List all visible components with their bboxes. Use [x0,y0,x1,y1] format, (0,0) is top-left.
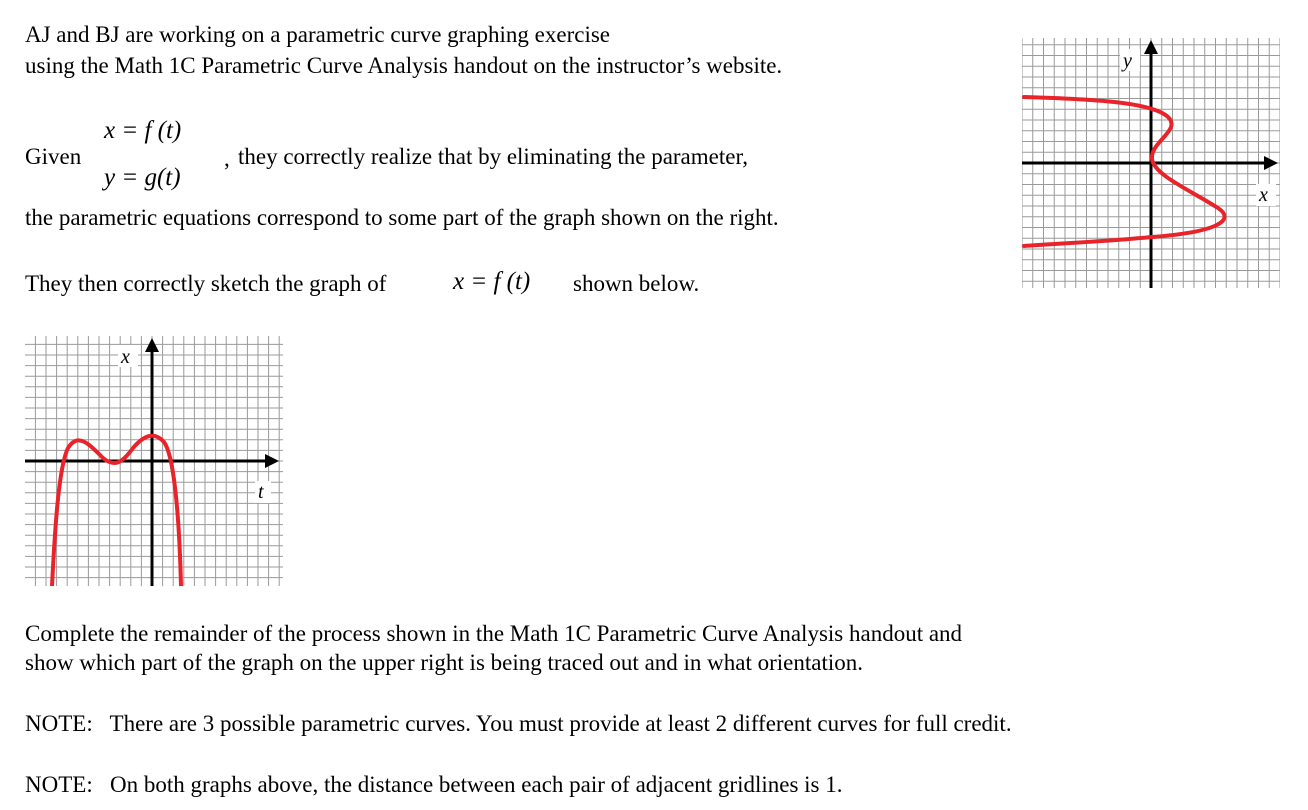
task-line-2: show which part of the graph on the upper right is being traced out and in what orientation. [25,650,864,675]
task-line-1: Complete the remainder of the process shown in the Math 1C Parametric Curve Analysis handout and [25,621,963,646]
graph-tx-curve [52,436,181,586]
graph-tx-v-label: x [121,346,130,368]
intro-line-2: using the Math 1C Parametric Curve Analysis handout on the instructor’s website. [25,53,783,78]
graph-xy-svg [1022,38,1280,288]
graph-tx-h-label: t [258,481,264,503]
graph-xy [1022,38,1280,293]
graph-xy-y-label: y [1123,50,1132,72]
sketch-equation: x = f (t) [453,268,531,295]
graph-xy-x-arrow [1264,156,1278,170]
graph-xy-x-label: x [1259,184,1268,206]
note-2: NOTE: On both graphs above, the distance between each pair of adjacent gridlines is 1. [25,772,843,797]
sketch-text-after: shown below. [573,271,700,296]
graph-xy-y-arrow [1144,40,1158,54]
sketch-text-before: They then correctly sketch the graph of [25,271,387,296]
graph-tx-t-arrow [265,454,279,468]
intro-line-1: AJ and BJ are working on a parametric curve graphing exercise [25,22,610,47]
given-label: Given [25,144,82,169]
graph-tx-svg [25,336,283,586]
given-comma: , [224,146,230,171]
given-line-2: the parametric equations correspond to some part of the graph shown on the right. [25,205,779,230]
note-1: NOTE: There are 3 possible parametric curves. You must provide at least 2 different curves for full credit. [25,711,1012,736]
graph-tx [25,336,283,591]
given-text: they correctly realize that by eliminating the parameter, [238,144,748,169]
graph-tx-x-arrow [145,338,159,352]
equation-x: x = f (t) [104,117,182,144]
equation-y: y = g(t) [104,164,181,191]
